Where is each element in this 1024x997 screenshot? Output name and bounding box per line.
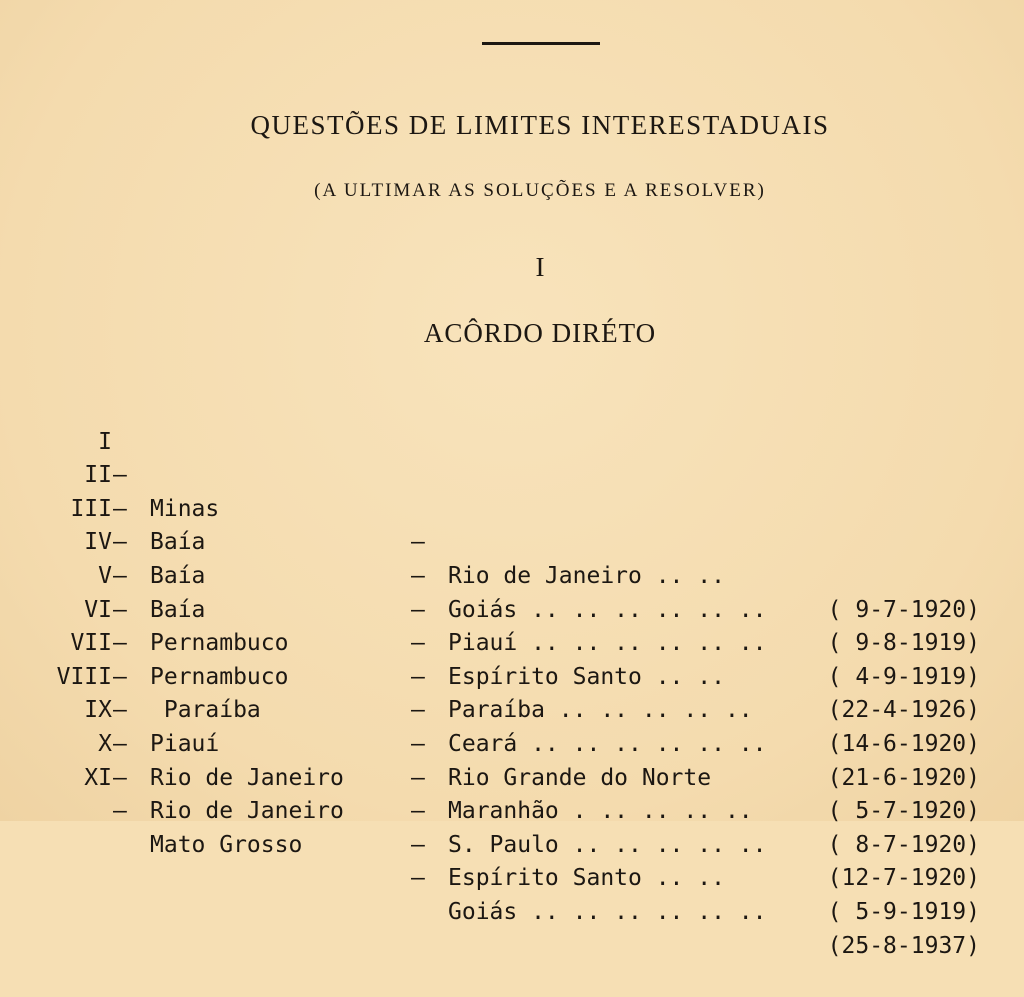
state-b: Maranhão . .. .. .. ..	[448, 798, 753, 825]
dash: —	[113, 596, 127, 623]
state-a: Baía	[150, 562, 206, 589]
state-a: Minas	[150, 495, 220, 522]
agreement-date: ( 9-8-1919)	[827, 630, 980, 657]
row-numeral: II	[84, 462, 112, 489]
state-a: Baía	[150, 529, 206, 556]
row-numeral: I	[98, 428, 112, 455]
row-numeral: VIII	[56, 663, 112, 690]
state-b: Piauí .. .. .. .. .. ..	[448, 630, 767, 657]
agreement-date: (14-6-1920)	[827, 730, 980, 757]
row-numeral: VI	[84, 596, 112, 623]
document-title: QUESTÕES DE LIMITES INTERESTADUAIS	[250, 110, 830, 140]
dash: —	[411, 798, 425, 825]
row-numeral: VII	[70, 630, 112, 657]
dash: —	[113, 798, 127, 825]
state-a: Pernambuco	[150, 663, 289, 690]
agreement-date: (22-4-1926)	[827, 697, 980, 724]
state-a: Paraíba	[150, 697, 261, 724]
state-b: Goiás .. .. .. .. .. ..	[448, 898, 767, 925]
row-numeral: IX	[84, 697, 112, 724]
section-title: ACÔRDO DIRÉTO	[423, 318, 657, 348]
state-b: Rio Grande do Norte	[448, 764, 712, 791]
agreement-date: ( 4-9-1919)	[827, 663, 980, 690]
dash: —	[411, 630, 425, 657]
row-numeral: III	[70, 495, 112, 522]
row-numeral: XI	[84, 764, 112, 791]
agreement-date: ( 5-7-1920)	[827, 798, 980, 825]
dash: —	[411, 596, 425, 623]
boundary-table	[0, 392, 1024, 959]
row-numeral: V	[98, 562, 112, 589]
row-numeral: IV	[84, 529, 112, 556]
state-a: Pernambuco	[150, 630, 289, 657]
dash: —	[411, 831, 425, 858]
dash: —	[411, 697, 425, 724]
agreement-date: ( 9-7-1920)	[827, 596, 980, 623]
top-rule	[482, 42, 600, 45]
state-b: Goiás .. .. .. .. .. ..	[448, 596, 767, 623]
document-subtitle: (A ULTIMAR AS SOLUÇÕES E A RESOLVER)	[314, 180, 766, 201]
dash: —	[113, 462, 127, 489]
dash: —	[113, 495, 127, 522]
state-b: Espírito Santo .. ..	[448, 663, 725, 690]
state-b: Ceará .. .. .. .. .. ..	[448, 730, 767, 757]
state-b: Rio de Janeiro .. ..	[448, 562, 725, 589]
agreement-date: ( 5-9-1919)	[827, 898, 980, 925]
state-b: S. Paulo .. .. .. .. ..	[448, 831, 767, 858]
dash: —	[411, 730, 425, 757]
agreement-date: (25-8-1937)	[827, 932, 980, 959]
state-a: Baía	[150, 596, 206, 623]
dash: —	[113, 697, 127, 724]
state-a: Rio de Janeiro	[150, 798, 344, 825]
state-b: Paraíba .. .. .. .. ..	[448, 697, 753, 724]
dash: —	[411, 663, 425, 690]
dash: —	[411, 562, 425, 589]
agreement-date: (21-6-1920)	[827, 764, 980, 791]
dash: —	[113, 663, 127, 690]
dash: —	[113, 529, 127, 556]
state-a: Mato Grosso	[150, 831, 303, 858]
state-a: Rio de Janeiro	[150, 764, 344, 791]
agreement-date: ( 8-7-1920)	[827, 831, 980, 858]
dash: —	[113, 764, 127, 791]
dash: —	[411, 764, 425, 791]
dash: —	[411, 865, 425, 892]
section-number: I	[535, 252, 545, 282]
dash: —	[113, 630, 127, 657]
row-numeral: X	[98, 730, 112, 757]
dash: —	[113, 730, 127, 757]
state-b: Espírito Santo .. ..	[448, 865, 725, 892]
agreement-date: (12-7-1920)	[827, 865, 980, 892]
dash: —	[411, 529, 425, 556]
state-a: Piauí	[150, 730, 220, 757]
dash: —	[113, 562, 127, 589]
